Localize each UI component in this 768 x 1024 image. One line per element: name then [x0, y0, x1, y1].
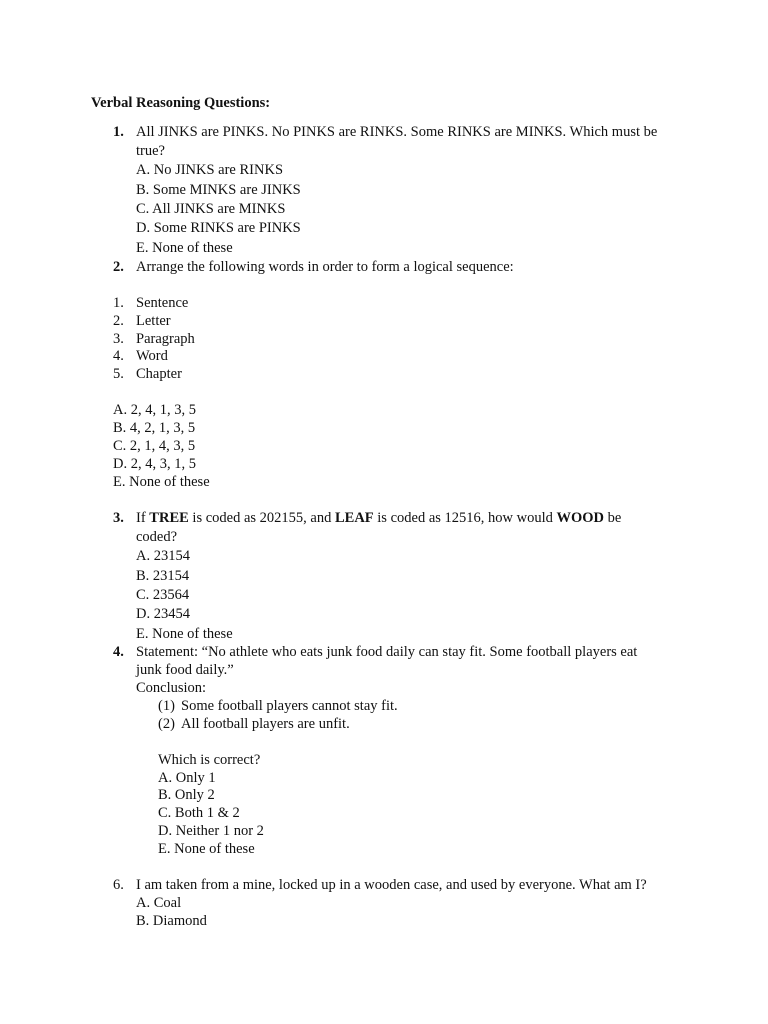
q3-option-c: C. 23564 — [136, 587, 190, 603]
q3-keyword-tree: TREE — [149, 510, 189, 526]
q4-number: 4. — [113, 644, 124, 660]
q2-word-num: 2. — [113, 313, 124, 329]
q4-option-c: C. Both 1 & 2 — [158, 805, 240, 821]
q4-conclusion-num: (1) — [158, 698, 175, 714]
q2-word: Letter — [136, 313, 171, 329]
q1-option-c: C. All JINKS are MINKS — [136, 201, 286, 217]
q4-statement-line2: junk food daily.” — [136, 662, 234, 678]
q3-option-a: A. 23154 — [136, 548, 190, 564]
q3-option-e: E. None of these — [136, 626, 233, 642]
q4-conclusion-label: Conclusion: — [136, 680, 207, 696]
q1-text-line2: true? — [136, 143, 165, 159]
q2-option-b: B. 4, 2, 1, 3, 5 — [113, 420, 196, 436]
q2-word: Paragraph — [136, 331, 195, 347]
q2-word-num: 4. — [113, 348, 124, 364]
q2-text: Arrange the following words in order to form a logical sequence: — [136, 259, 514, 275]
q4-statement-line1: Statement: “No athlete who eats junk food daily can stay fit. Some football players eat — [136, 644, 638, 660]
q2-word: Chapter — [136, 366, 182, 382]
document-heading: Verbal Reasoning Questions: — [91, 95, 271, 111]
q3-text-part: is coded as 12516, how would — [373, 510, 557, 526]
q2-option-a: A. 2, 4, 1, 3, 5 — [113, 402, 196, 418]
q1-option-d: D. Some RINKS are PINKS — [136, 220, 301, 236]
q2-option-d: D. 2, 4, 3, 1, 5 — [113, 456, 196, 472]
q3-option-b: B. 23154 — [136, 568, 190, 584]
q2-word: Word — [136, 348, 168, 364]
q3-text-line2: coded? — [136, 529, 178, 545]
q2-word-num: 5. — [113, 366, 124, 382]
q1-option-b: B. Some MINKS are JINKS — [136, 182, 301, 198]
q6-text: I am taken from a mine, locked up in a wooden case, and used by everyone. What am I? — [136, 877, 647, 893]
q4-option-b: B. Only 2 — [158, 787, 215, 803]
q3-text-part: be — [604, 510, 622, 526]
q2-word-num: 3. — [113, 331, 124, 347]
q4-option-d: D. Neither 1 nor 2 — [158, 823, 264, 839]
q4-question: Which is correct? — [158, 752, 261, 768]
q1-option-a: A. No JINKS are RINKS — [136, 162, 284, 178]
q3-option-d: D. 23454 — [136, 606, 190, 622]
q2-word-num: 1. — [113, 295, 124, 311]
q2-option-c: C. 2, 1, 4, 3, 5 — [113, 438, 196, 454]
q4-conclusion-text: All football players are unfit. — [181, 716, 350, 732]
q3-number: 3. — [113, 510, 124, 526]
q3-keyword-wood: WOOD — [556, 510, 605, 526]
q1-number: 1. — [113, 124, 124, 140]
q3-text-part: If — [136, 510, 150, 526]
q4-conclusion-num: (2) — [158, 716, 175, 732]
q4-conclusion-text: Some football players cannot stay fit. — [181, 698, 398, 714]
q3-text-line1 — [136, 509, 621, 527]
q4-option-a: A. Only 1 — [158, 770, 216, 786]
q1-option-e: E. None of these — [136, 240, 233, 256]
q2-number: 2. — [113, 259, 124, 275]
q1-text-line1: All JINKS are PINKS. No PINKS are RINKS. Some RINKS are MINKS. Which must be — [136, 124, 658, 140]
q2-word: Sentence — [136, 295, 189, 311]
q3-text-part: is coded as 202155, and — [188, 510, 335, 526]
q2-option-e: E. None of these — [113, 474, 210, 490]
q6-number: 6. — [113, 877, 124, 893]
q6-option-b: B. Diamond — [136, 913, 207, 929]
q4-option-e: E. None of these — [158, 841, 255, 857]
q3-keyword-leaf: LEAF — [334, 510, 374, 526]
q6-option-a: A. Coal — [136, 895, 182, 911]
